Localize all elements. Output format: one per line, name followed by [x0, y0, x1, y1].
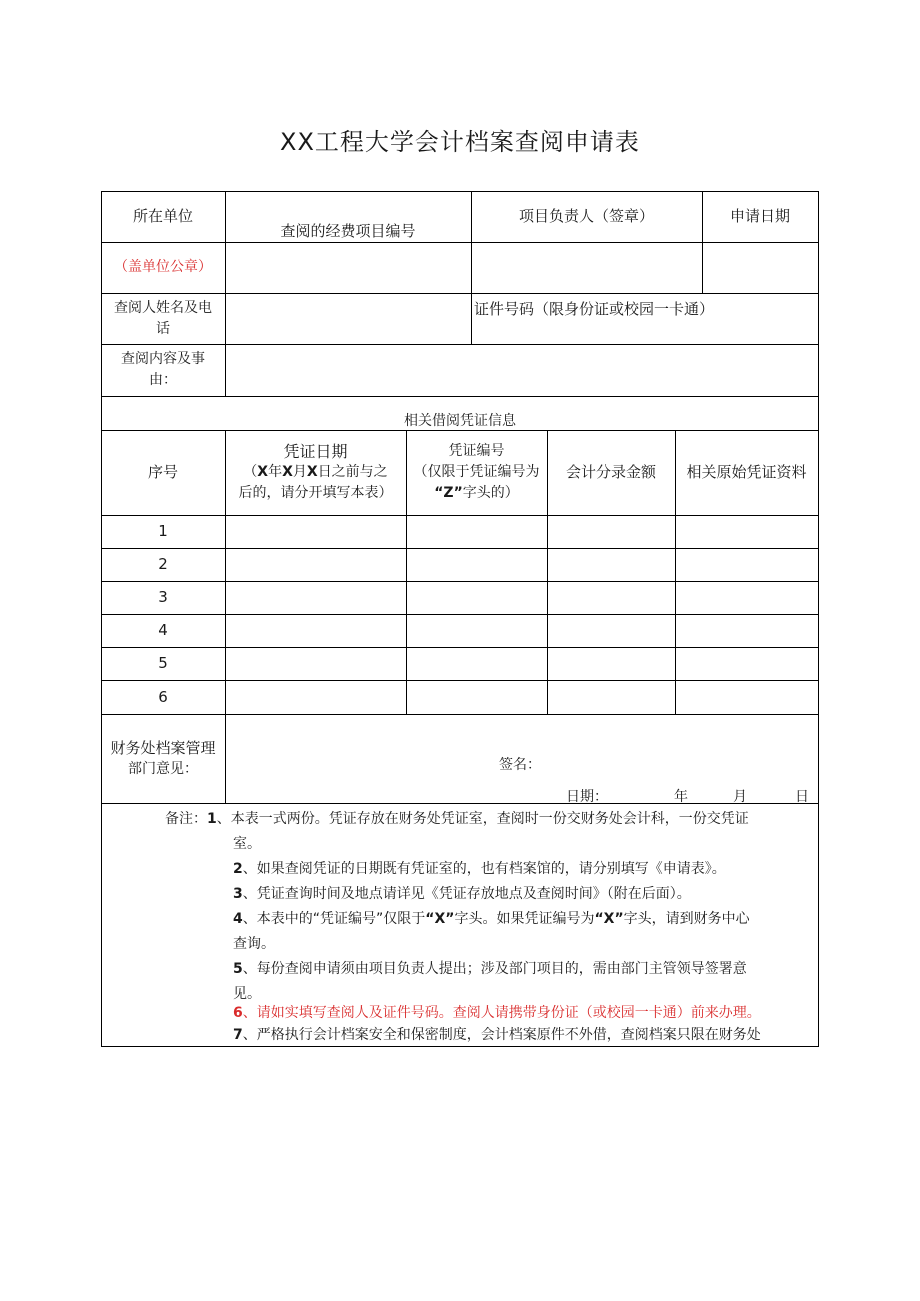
finance-label-line2: 部门意见： [128, 761, 198, 777]
applicant-label-line2: 话 [156, 320, 170, 337]
row-number: 1 [158, 522, 168, 540]
note-4: 4、本表中的“凭证编号”仅限于“X”字头。如果凭证编号为“X”字头，请到财务中心 [233, 911, 750, 927]
note-3: 3、凭证查询时间及地点请详见《凭证存放地点及查阅时间》（附在后面）。 [233, 886, 691, 902]
row-number: 4 [158, 621, 168, 639]
apply-date-label: 申请日期 [729, 207, 790, 225]
project-no-field[interactable] [226, 243, 471, 293]
col-date-line2: （X年X月X日之前与之 [243, 464, 388, 480]
row-number: 6 [158, 688, 168, 706]
col-voucher-no-line1: 凭证编号 [448, 443, 505, 459]
finance-date-label: 日期： [566, 789, 608, 805]
leader-field[interactable] [472, 243, 702, 293]
id-label: 证件号码（限身份证或校园一卡通） [474, 300, 715, 318]
applicant-label-line1: 查阅人姓名及电 [114, 299, 212, 316]
col-amount: 会计分录金额 [565, 463, 656, 481]
stamp-hint: （盖单位公章） [114, 259, 212, 275]
content-field[interactable] [226, 345, 818, 396]
note-5-cont: 见。 [233, 986, 261, 1002]
project-no-label: 查阅的经费项目编号 [280, 222, 416, 240]
finance-sign-label: 签名： [499, 757, 541, 773]
row-number: 3 [158, 588, 168, 606]
col-date-line3: 后的，请分开填写本表） [238, 485, 393, 501]
note-1-cont: 室。 [233, 836, 261, 852]
unit-label: 所在单位 [132, 207, 193, 225]
row-number: 2 [158, 555, 168, 573]
col-voucher-no [406, 430, 547, 515]
col-seq: 序号 [147, 463, 178, 481]
voucher-section-title: 相关借阅凭证信息 [404, 413, 516, 429]
finance-month-label: 月 [733, 789, 747, 805]
col-voucher-no-line3: “Z”字头的） [434, 485, 519, 501]
note-7: 7、严格执行会计档案安全和保密制度，会计档案原件不外借，查阅档案只限在财务处 [233, 1027, 761, 1043]
col-date-line1: 凭证日期 [283, 442, 348, 461]
finance-day-label: 日 [795, 789, 809, 805]
content-label-line2: 由： [149, 372, 177, 388]
finance-year-label: 年 [674, 789, 688, 805]
page-title: XX工程大学会计档案查阅申请表 [280, 128, 640, 156]
note-4-cont: 查询。 [233, 936, 275, 952]
col-original: 相关原始凭证资料 [686, 463, 807, 481]
finance-label [101, 734, 225, 784]
row-number: 5 [158, 654, 168, 672]
finance-label-line1: 财务处档案管理 [110, 739, 216, 757]
apply-date-field[interactable] [703, 243, 818, 293]
leader-label: 项目负责人（签章） [518, 207, 654, 225]
note-5: 5、每份查阅申请须由项目负责人提出；涉及部门项目的，需由部门主管领导签署意 [233, 961, 747, 977]
note-6: 6、请如实填写查阅人及证件号码。查阅人请携带身份证（或校园一卡通）前来办理。 [233, 1005, 761, 1021]
note-2: 2、如果查阅凭证的日期既有凭证室的，也有档案馆的，请分别填写《申请表》。 [233, 861, 726, 877]
notes-prefix: 备注：1、本表一式两份。凭证存放在财务处凭证室，查阅时一份交财务处会计科，一份交凭证 [165, 811, 749, 827]
applicant-label [101, 293, 225, 344]
col-voucher-no-line2: （仅限于凭证编号为 [413, 464, 540, 480]
col-date [225, 430, 406, 515]
content-label [101, 344, 225, 396]
applicant-field[interactable] [226, 294, 471, 344]
content-label-line1: 查阅内容及事 [121, 351, 205, 367]
